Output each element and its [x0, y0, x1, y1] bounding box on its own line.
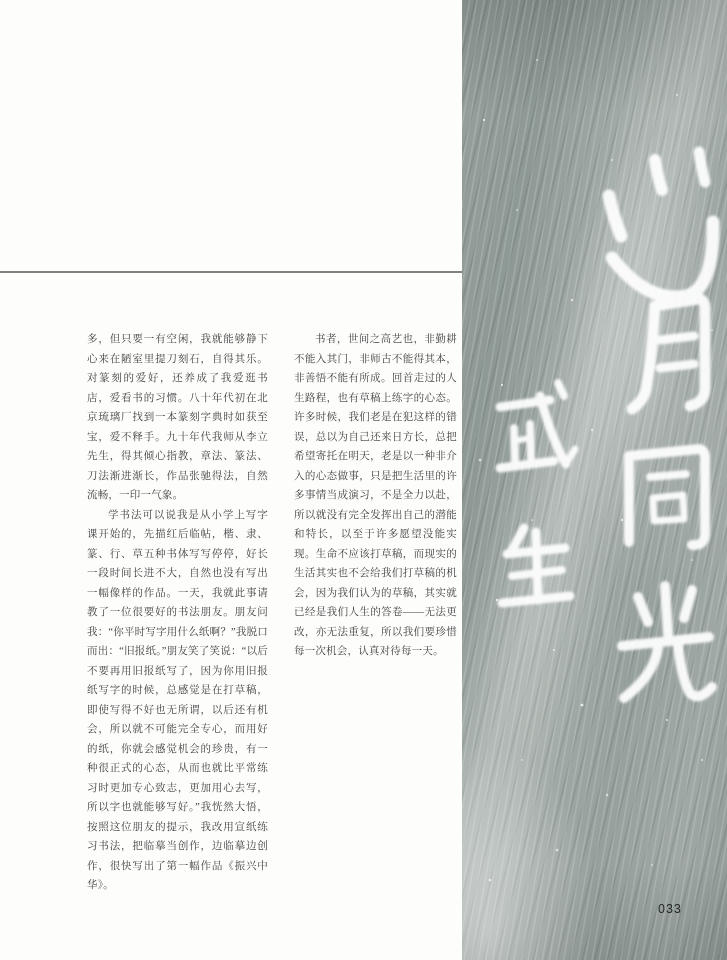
paragraph-continued: 多，但只要一有空闲，我就能够静下心来在陋室里提刀刻石，自得其乐。对篆刻的爱好，还养成了我爱逛书店，爱看书的习惯。八十年代初在北京琉璃厂找到一本篆刻字典时如获至宝，爱不释手。九十年代我师从李立先生，得其倾心指教，章法、篆法、刀法渐进渐长，作品张驰得法，自然流畅，一印一气象。 — [87, 334, 268, 501]
glyph-wu — [500, 383, 575, 468]
glyph-guang — [622, 586, 712, 698]
stone-rubbing-photo — [462, 0, 727, 960]
text-column-2 — [294, 330, 457, 896]
paragraph-2: 学书法可以说我是从小学上写字课开始的，先描红后临帖，楷、隶、篆、行、草五种书体写写停停，好长一段时间长进不大，自然也没有写出一幅像样的作品。一天，我就此事请教了一位很要好的书法朋友。朋友问我：“你平时写字用什么纸啊？”我脱口而出：“旧报纸。”朋友笑了笑说：“以后不要再用旧报纸写了，因为你用旧报纸写字的时候，总感觉是在打草稿，即使写得不好也无所谓，以后还有机会，所以就不可能完全专心，而用好的纸，你就会感觉机会的珍贵，有一种很正式的心态，从而也就比平常练习时更加专心致志，更加用心去写，所以字也就能够写好。”我恍然大悟，按照这位朋友的提示，我改用宣纸练习书法，把临摹当创作，边临摹边创作，很快写出了第一幅作品《振兴中华》。 — [87, 509, 268, 891]
glyph-sheng — [502, 528, 570, 603]
glyph-xin — [609, 152, 713, 297]
glyph-tong — [629, 449, 705, 545]
article-text-block — [87, 330, 457, 896]
horizontal-rule — [0, 271, 462, 273]
text-column-1 — [87, 330, 268, 896]
paragraph-right: 书者，世间之高艺也，非勤耕不能入其门，非师古不能得其本，非善悟不能有所成。回首走过的人生路程，也有草稿上练字的心态。许多时候，我们老是在犯这样的错误，总以为自己还来日方长，总把希望寄托在明天，老是以一种非介入的心态做事，只是把生活里的许多事情当成演习，不是全力以赴，所以就没有完全发挥出自己的潜能和特长，以至于许多愿望没能实现。生命不应该打草稿，而现实的生活其实也不会给我们打草稿的机会，因为我们认为的草稿，其实就已经是我们人生的答卷——无法更改，亦无法重复，所以我们要珍惜每一次机会，认真对待每一天。 — [294, 334, 457, 657]
page-number: 033 — [658, 902, 682, 916]
glyph-yue — [632, 299, 705, 409]
stone-calligraphy-graphic — [462, 0, 727, 960]
calligraphy-side-column — [500, 383, 575, 603]
calligraphy-main-column — [609, 152, 713, 698]
